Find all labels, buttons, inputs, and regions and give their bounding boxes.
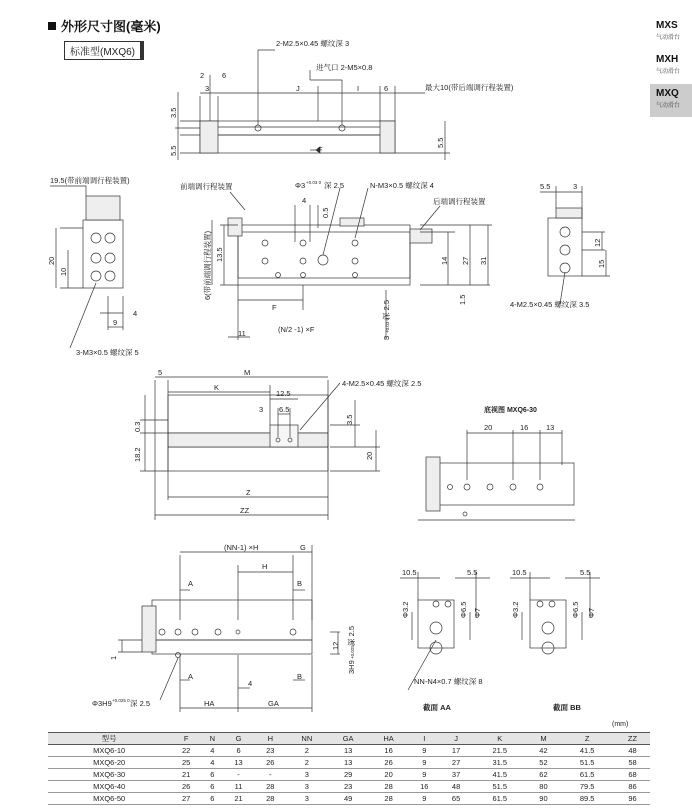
note-4-m25-25: 4-M2.5×0.45 螺纹深 2.5 bbox=[342, 379, 422, 388]
table-cell: MXQ6-40 bbox=[48, 781, 170, 793]
table-row bbox=[48, 769, 650, 781]
table-cell: 22 bbox=[170, 745, 202, 757]
note-phi3h9-tol: +0.025 0 bbox=[112, 698, 130, 703]
table-cell: 27 bbox=[170, 793, 202, 805]
table-cell: 3 bbox=[286, 793, 327, 805]
dim-Z: Z bbox=[246, 488, 251, 497]
dim-K: K bbox=[214, 383, 220, 392]
col-header: M bbox=[528, 733, 560, 745]
dim-65: 6.5 bbox=[279, 405, 290, 414]
col-header: H bbox=[254, 733, 286, 745]
table-cell: 37 bbox=[440, 769, 472, 781]
table-cell: 13 bbox=[327, 745, 368, 757]
table-cell: MXQ6-10 bbox=[48, 745, 170, 757]
table-cell: 21 bbox=[223, 793, 255, 805]
col-header: 型号 bbox=[48, 733, 170, 745]
top-view-table bbox=[200, 121, 395, 135]
table-cell: 29 bbox=[327, 769, 368, 781]
note-3h9-depth: 深 2.5 bbox=[347, 625, 356, 646]
dim-03: 0.3 bbox=[133, 421, 142, 432]
table-cell: 48 bbox=[440, 781, 472, 793]
table-cell: 65 bbox=[440, 793, 472, 805]
note-3-depth-val: 深 2.5 bbox=[382, 299, 391, 320]
note-3h9: 3H9 bbox=[347, 660, 356, 674]
caption-section-bb: 截面 BB bbox=[553, 703, 581, 712]
col-header: K bbox=[472, 733, 528, 745]
col-header: GA bbox=[327, 733, 368, 745]
table-header-row bbox=[48, 733, 650, 745]
table-cell: 2 bbox=[286, 745, 327, 757]
sidebar-item-code: MXH bbox=[656, 54, 679, 65]
dim-ZZ: ZZ bbox=[240, 506, 250, 515]
table-cell: MXQ6-50 bbox=[48, 793, 170, 805]
col-header: I bbox=[408, 733, 440, 745]
dim-3: 3 bbox=[205, 84, 210, 93]
dim-55b: 5.5 bbox=[436, 137, 445, 148]
table-cell: 9 bbox=[408, 793, 440, 805]
dim-A: A bbox=[188, 579, 194, 588]
table-cell: 6 bbox=[202, 793, 223, 805]
dim-35b: 3.5 bbox=[345, 414, 354, 425]
table-cell: 13 bbox=[223, 757, 255, 769]
table-cell: 26 bbox=[369, 757, 409, 769]
table-cell: 2 bbox=[286, 757, 327, 769]
note-phi3-tol: +0.03 0 bbox=[306, 180, 322, 185]
caption-section-aa: 截面 AA bbox=[423, 703, 451, 712]
note-nn-h: (NN-1) ×H bbox=[224, 543, 259, 552]
table-cell: 6 bbox=[202, 769, 223, 781]
table-row bbox=[48, 745, 650, 757]
col-header: Z bbox=[559, 733, 615, 745]
table-cell: 58 bbox=[615, 757, 650, 769]
sidebar-item-code: MXQ bbox=[656, 88, 679, 99]
table-cell: 4 bbox=[202, 757, 223, 769]
end-view-body bbox=[83, 220, 123, 288]
table-cell: - bbox=[254, 769, 286, 781]
note-front-stroke: 前端调行程装置 bbox=[180, 182, 233, 191]
table-cell: 26 bbox=[254, 757, 286, 769]
note-phi3: Φ3 bbox=[295, 181, 306, 190]
dim-9: 9 bbox=[113, 318, 118, 327]
dim-F: F bbox=[272, 303, 277, 312]
dim-H: H bbox=[262, 562, 268, 571]
note-nn-n4: NN-N4×0.7 螺纹深 8 bbox=[414, 677, 483, 686]
note-3h9-tol: +0.025 0 bbox=[350, 641, 355, 659]
table-cell: 25 bbox=[170, 757, 202, 769]
dim-HA: HA bbox=[204, 699, 215, 708]
note-6-front: 6(带前端调行程装置) bbox=[203, 230, 212, 300]
dim-27: 27 bbox=[461, 256, 470, 265]
dim-A2: A bbox=[188, 672, 194, 681]
dim-phi65-bb: Φ6.5 bbox=[571, 601, 580, 618]
dim-105b: 10.5 bbox=[512, 568, 527, 577]
dim-16: 16 bbox=[520, 423, 529, 432]
note-4-m25-35: 4-M2.5×0.45 螺纹深 3.5 bbox=[510, 300, 590, 309]
table-row bbox=[48, 781, 650, 793]
table-cell: 62 bbox=[528, 769, 560, 781]
caption-bottom-view: 底视图 MXQ6-30 bbox=[484, 407, 537, 414]
dim-105: 10.5 bbox=[402, 568, 417, 577]
table-cell: 28 bbox=[254, 781, 286, 793]
note-max10: 最大10(带后端调行程装置) bbox=[425, 83, 514, 92]
table-cell: 27 bbox=[440, 757, 472, 769]
dim-M: M bbox=[244, 368, 251, 377]
dim-12: 12 bbox=[593, 238, 602, 247]
note-3-m3: 3-M3×0.5 螺纹深 5 bbox=[76, 348, 139, 357]
note-rear-stroke: 后端调行程装置 bbox=[433, 197, 486, 206]
dim-35: 3.5 bbox=[169, 107, 178, 118]
table-cell: 61.5 bbox=[472, 793, 528, 805]
dim-2: 2 bbox=[200, 71, 205, 80]
side-view-body bbox=[168, 447, 328, 471]
dim-phi7-aa: Φ7 bbox=[473, 607, 482, 618]
dim-135: 13.5 bbox=[215, 247, 224, 262]
dim-31: 31 bbox=[479, 256, 488, 265]
note-phi3-depth: 深 2.5 bbox=[324, 181, 345, 190]
dim-15b: 15 bbox=[597, 259, 606, 268]
dim-3d: 3 bbox=[259, 405, 264, 414]
dim-55: 5.5 bbox=[169, 145, 178, 156]
table-cell: 3 bbox=[286, 769, 327, 781]
table-cell: 17 bbox=[440, 745, 472, 757]
table-cell: 89.5 bbox=[559, 793, 615, 805]
table-cell: 13 bbox=[327, 757, 368, 769]
table-cell: 16 bbox=[408, 781, 440, 793]
table-cell: 9 bbox=[408, 745, 440, 757]
table-unit: (mm) bbox=[612, 721, 629, 728]
table-cell: 6 bbox=[202, 781, 223, 793]
dim-1: 1 bbox=[109, 655, 118, 660]
page-title-text: 外形尺寸图(毫米) bbox=[61, 19, 161, 34]
col-header: ZZ bbox=[615, 733, 650, 745]
table-cell: 52 bbox=[528, 757, 560, 769]
table-cell: 96 bbox=[615, 793, 650, 805]
section-bb-body bbox=[530, 600, 566, 648]
dim-4b: 4 bbox=[133, 309, 138, 318]
sidebar-item-desc: 气动滑台 bbox=[656, 103, 681, 109]
col-header: N bbox=[202, 733, 223, 745]
bottom-view-body bbox=[432, 463, 574, 505]
table-cell: 28 bbox=[254, 793, 286, 805]
dimension-table bbox=[48, 732, 650, 805]
table-cell: 11 bbox=[223, 781, 255, 793]
dim-5: 5 bbox=[158, 368, 163, 377]
dim-J: J bbox=[296, 84, 300, 93]
label-F-arrow: F bbox=[318, 145, 323, 154]
dim-phi32-aa: Φ3.2 bbox=[401, 601, 410, 618]
table-cell: 41.5 bbox=[472, 769, 528, 781]
note-port: 进气口 2-M5×0.8 bbox=[316, 63, 373, 72]
dim-20b: 20 bbox=[365, 451, 374, 460]
table-cell: 86 bbox=[615, 781, 650, 793]
table-row bbox=[48, 757, 650, 769]
col-header: G bbox=[223, 733, 255, 745]
table-cell: - bbox=[223, 769, 255, 781]
note-phi3h9: Φ3H9 bbox=[92, 699, 112, 708]
dim-B: B bbox=[297, 579, 303, 588]
note-3-depth: 3 bbox=[382, 335, 391, 340]
table-cell: MXQ6-30 bbox=[48, 769, 170, 781]
sidebar-item-desc: 气动滑台 bbox=[656, 69, 681, 75]
table-cell: 48 bbox=[615, 745, 650, 757]
dim-GA: GA bbox=[268, 699, 279, 708]
table-cell: 16 bbox=[369, 745, 409, 757]
sidebar-item-code: MXS bbox=[656, 20, 678, 31]
table-cell: 9 bbox=[408, 769, 440, 781]
table-cell: 3 bbox=[286, 781, 327, 793]
dim-6b: 6 bbox=[384, 84, 389, 93]
table-cell: 51.5 bbox=[472, 781, 528, 793]
dim-55d: 5.5 bbox=[467, 568, 478, 577]
table-row bbox=[48, 793, 650, 805]
table-cell: 61.5 bbox=[559, 769, 615, 781]
col-header: NN bbox=[286, 733, 327, 745]
dim-B2: B bbox=[297, 672, 303, 681]
table-cell: 26 bbox=[170, 781, 202, 793]
dim-3c: 3 bbox=[573, 182, 578, 191]
table-cell: 90 bbox=[528, 793, 560, 805]
variant-label: 标准型(MXQ6) bbox=[64, 41, 144, 60]
dim-14: 14 bbox=[440, 256, 449, 265]
table-cell: 80 bbox=[528, 781, 560, 793]
dim-phi7-bb: Φ7 bbox=[587, 607, 596, 618]
dim-55e: 5.5 bbox=[580, 568, 591, 577]
table-cell: 23 bbox=[327, 781, 368, 793]
table-cell: 9 bbox=[408, 757, 440, 769]
sidebar-item-desc: 气动滑台 bbox=[656, 35, 681, 41]
col-header: F bbox=[170, 733, 202, 745]
table-cell: 21 bbox=[170, 769, 202, 781]
dim-4c: 4 bbox=[248, 679, 253, 688]
note-n-half-f: (N/2 -1) ×F bbox=[278, 325, 315, 334]
dim-G: G bbox=[300, 543, 306, 552]
table-cell: 31.5 bbox=[472, 757, 528, 769]
table-cell: 42 bbox=[528, 745, 560, 757]
table-cell: 28 bbox=[369, 781, 409, 793]
dim-15: 1.5 bbox=[458, 294, 467, 305]
dim-20c: 20 bbox=[484, 423, 493, 432]
table-cell: 41.5 bbox=[559, 745, 615, 757]
table-cell: 79.5 bbox=[559, 781, 615, 793]
table-cell: 49 bbox=[327, 793, 368, 805]
note-3-tol: +0.03 0 bbox=[385, 317, 390, 333]
table-cell: 23 bbox=[254, 745, 286, 757]
dim-13: 13 bbox=[546, 423, 555, 432]
note-phi3h9-depth: 深 2.5 bbox=[130, 699, 151, 708]
dim-I: I bbox=[357, 84, 360, 93]
dim-12b: 12 bbox=[331, 641, 340, 650]
side-view-table bbox=[168, 395, 328, 433]
note-195: 19.5(带前端调行程装置) bbox=[50, 176, 130, 185]
top-view-body bbox=[200, 135, 395, 153]
dim-182: 18.2 bbox=[133, 447, 142, 462]
dim-10: 10 bbox=[59, 267, 68, 276]
dim-6: 6 bbox=[222, 71, 227, 80]
col-header: J bbox=[440, 733, 472, 745]
table-cell: 6 bbox=[223, 745, 255, 757]
table-cell: MXQ6-20 bbox=[48, 757, 170, 769]
table-cell: 28 bbox=[369, 793, 409, 805]
table-cell: 4 bbox=[202, 745, 223, 757]
col-header: HA bbox=[369, 733, 409, 745]
note-n-m3: N-M3×0.5 螺纹深 4 bbox=[370, 181, 434, 190]
table-cell: 21.5 bbox=[472, 745, 528, 757]
dim-55c: 5.5 bbox=[540, 182, 551, 191]
dim-11: 11 bbox=[238, 329, 246, 338]
table-cell: 20 bbox=[369, 769, 409, 781]
note-thread-2-m25: 2-M2.5×0.45 螺纹深 3 bbox=[276, 39, 350, 48]
dim-phi65-aa: Φ6.5 bbox=[459, 601, 468, 618]
table-cell: 51.5 bbox=[559, 757, 615, 769]
dim-05: 0.5 bbox=[321, 207, 330, 218]
dim-20: 20 bbox=[47, 256, 56, 265]
table-cell: 68 bbox=[615, 769, 650, 781]
dim-phi32-bb: Φ3.2 bbox=[511, 601, 520, 618]
dim-4: 4 bbox=[302, 196, 307, 205]
dim-125: 12.5 bbox=[276, 389, 291, 398]
